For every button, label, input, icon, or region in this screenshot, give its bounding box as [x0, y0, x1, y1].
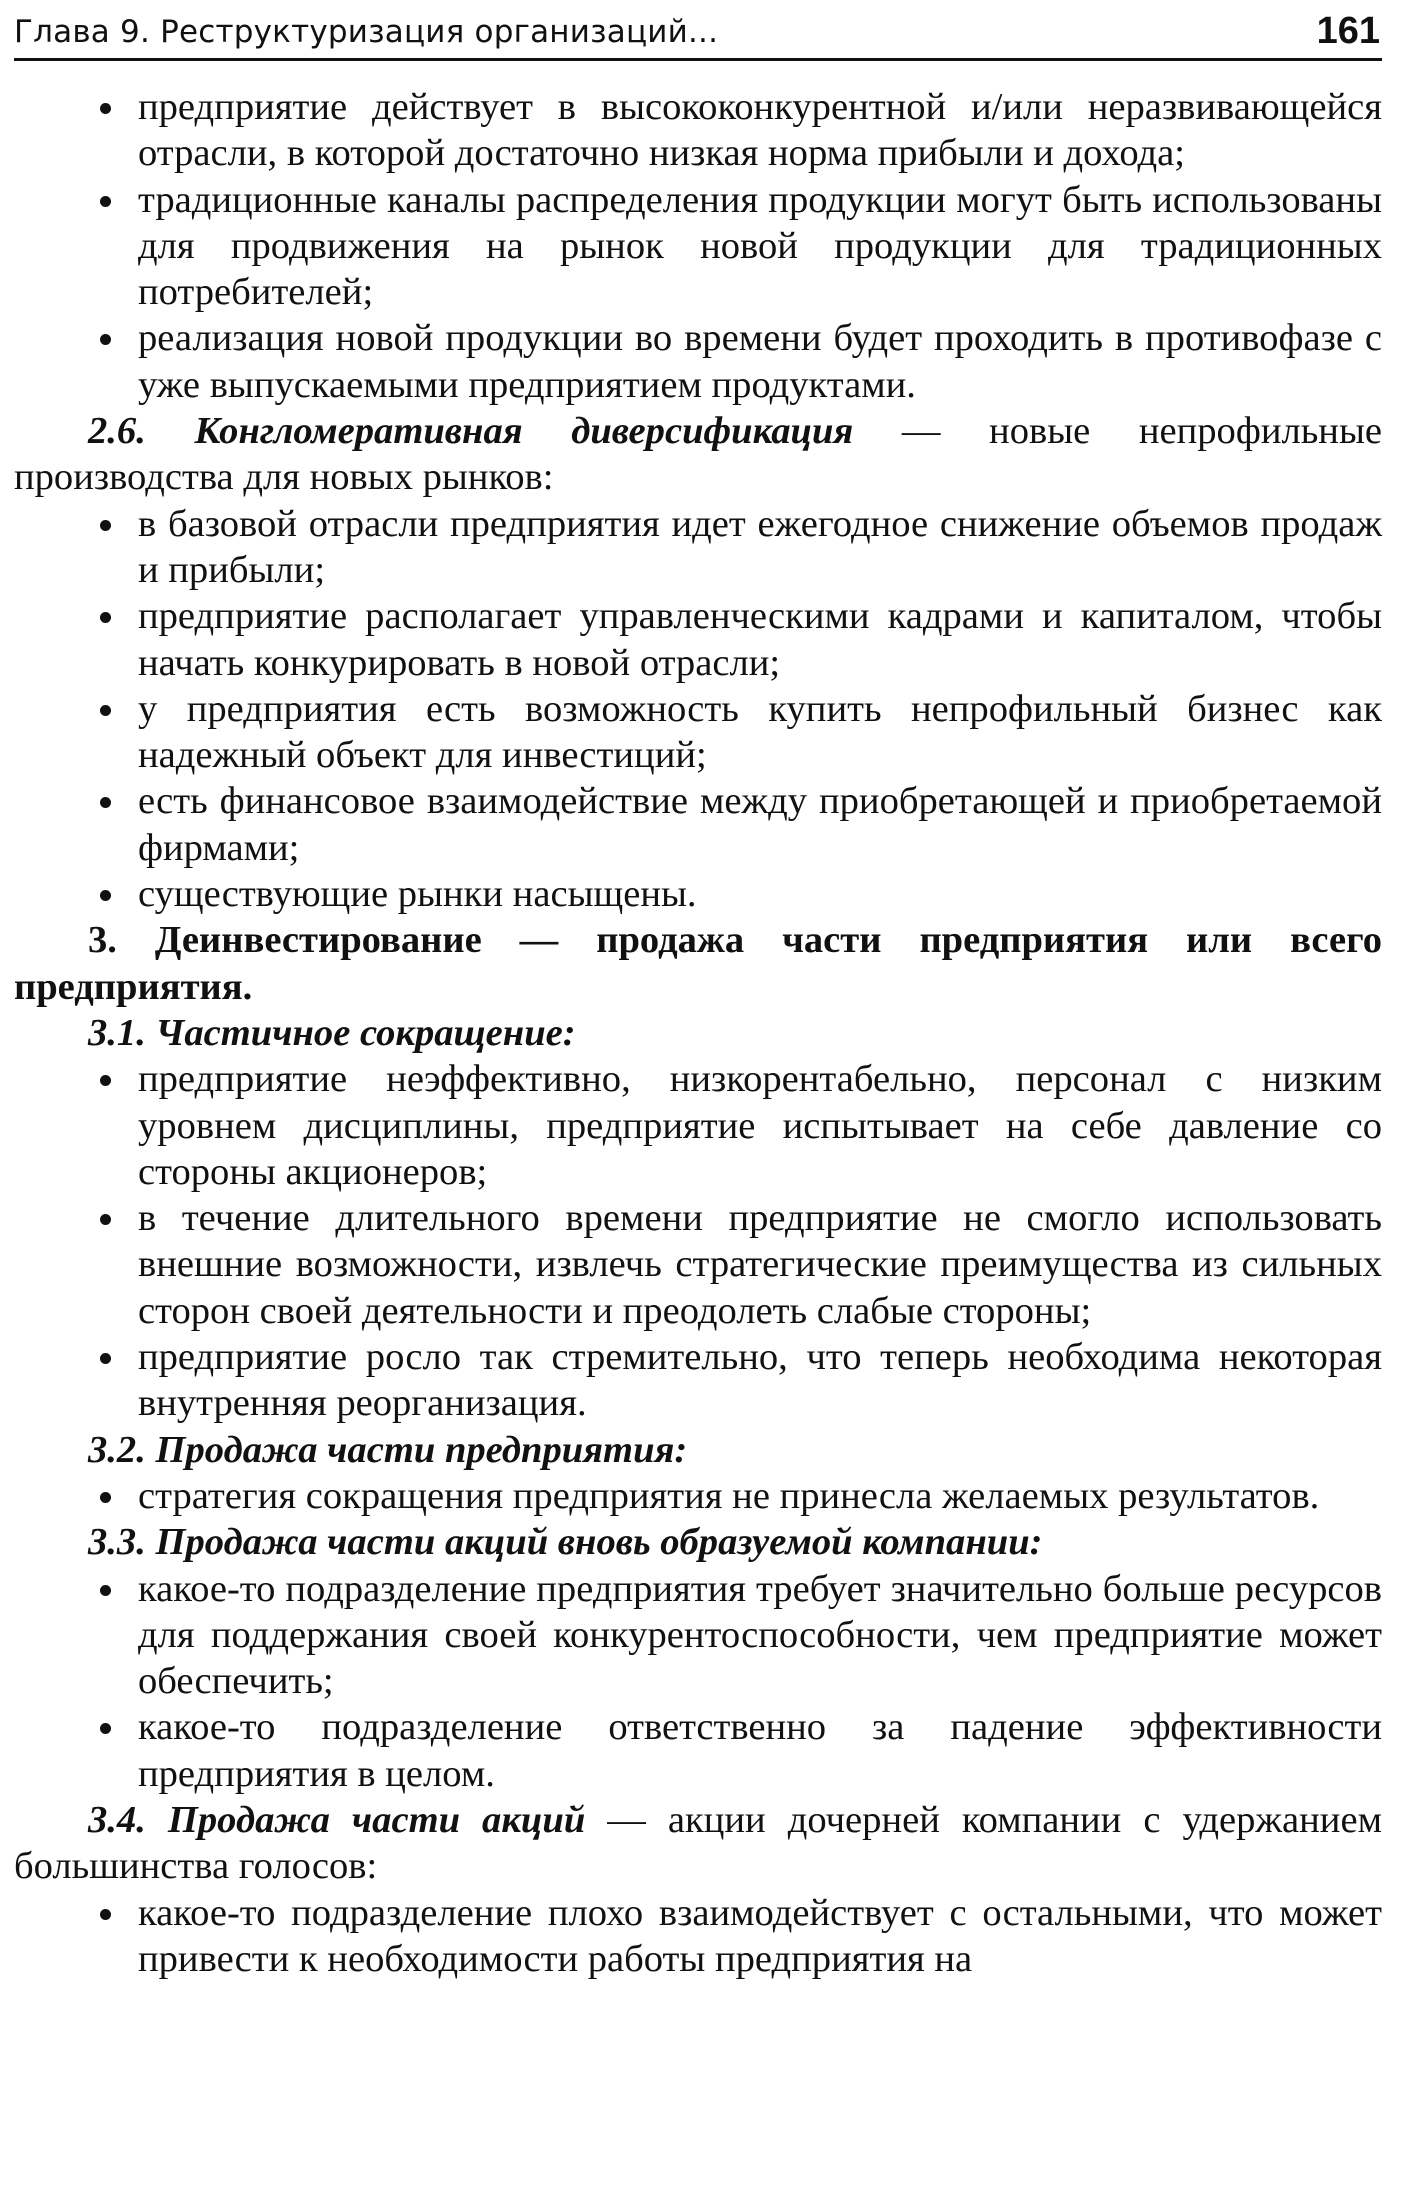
subsection-heading-3-2: 3.2. Продажа части предприятия:	[88, 1428, 688, 1471]
list-item	[14, 593, 1382, 686]
section-label: 3.4. Продажа части акций	[88, 1798, 586, 1841]
list-item	[14, 871, 1382, 917]
bullet-icon	[100, 612, 111, 623]
bullet-icon	[100, 705, 111, 716]
paragraph-2-6	[14, 408, 1382, 501]
bullet-icon	[100, 196, 111, 207]
list-item	[14, 501, 1382, 594]
bullet-list	[14, 1890, 1382, 1983]
bullet-icon	[100, 1909, 111, 1920]
bullet-list	[14, 501, 1382, 918]
list-item-text: есть финансовое взаимодействие между приобретающей и приобретаемой фирмами;	[138, 780, 1382, 869]
list-item	[14, 1890, 1382, 1983]
list-item-text: предприятие располагает управленческими кадрами и капиталом, чтобы начать конкурировать в новой отрасли;	[138, 595, 1382, 684]
bullet-icon	[100, 520, 111, 531]
section-heading-3: 3. Деинвестирование — продажа части предприятия или всего предприятия.	[14, 919, 1382, 1008]
page-body	[14, 84, 1382, 1982]
list-item	[14, 686, 1382, 779]
page-number: 161	[1316, 10, 1380, 52]
list-item	[14, 1195, 1382, 1334]
list-item-text: предприятие действует в высококонкурентной и/или неразвивающейся отрасли, в которой достаточно низкая норма прибыли и дохода;	[138, 86, 1382, 175]
list-item	[14, 778, 1382, 871]
subsection-heading-3-1: 3.1. Частичное сокращение:	[88, 1011, 576, 1054]
list-item	[14, 84, 1382, 177]
paragraph-text: — новые непрофильные производства для новых рынков:	[14, 410, 1382, 499]
list-item	[14, 1704, 1382, 1797]
list-item	[14, 1334, 1382, 1427]
subsection-heading-3-3: 3.3. Продажа части акций вновь образуемой компании:	[88, 1521, 1043, 1564]
list-item	[14, 1473, 1382, 1519]
bullet-icon	[100, 1214, 111, 1225]
section-label: 2.6. Конгломеративная диверсификация	[88, 410, 854, 453]
bullet-icon	[100, 334, 111, 345]
list-item	[14, 177, 1382, 316]
paragraph-text: — акции дочерней компании с удержанием большинства голосов:	[14, 1798, 1382, 1888]
list-item-text: какое-то подразделение ответственно за падение эффективности предприятия в целом.	[138, 1706, 1382, 1795]
paragraph-3-4	[14, 1797, 1382, 1890]
bullet-icon	[100, 1353, 111, 1364]
bullet-icon	[100, 797, 111, 808]
running-header	[14, 8, 1382, 61]
bullet-icon	[100, 1075, 111, 1086]
bullet-list	[14, 1056, 1382, 1426]
list-item-text: предприятие неэффективно, низкорентабельно, персонал с низким уровнем дисциплины, предприятие испытывает на себе давление со стороны акционеров;	[138, 1058, 1382, 1193]
list-item	[14, 1056, 1382, 1195]
bullet-list	[14, 1566, 1382, 1797]
bullet-list	[14, 1473, 1382, 1519]
list-item-text: предприятие росло так стремительно, что теперь необходима некоторая внутренняя реорганизация.	[138, 1336, 1382, 1425]
list-item-text: в течение длительного времени предприятие не смогло использовать внешние возможности, извлечь стратегические преимущества из сильных сторон своей деятельности и преодолеть слабые стороны;	[138, 1197, 1382, 1332]
list-item	[14, 315, 1382, 408]
bullet-icon	[100, 1585, 111, 1596]
bullet-icon	[100, 1492, 111, 1503]
list-item-text: стратегия сокращения предприятия не принесла желаемых результатов.	[138, 1474, 1320, 1517]
list-item-text: какое-то подразделение плохо взаимодействует с остальными, что может привести к необходимости работы предприятия на	[138, 1891, 1382, 1980]
list-item	[14, 1566, 1382, 1705]
list-item-text: у предприятия есть возможность купить непрофильный бизнес как надежный объект для инвестиций;	[138, 687, 1382, 777]
list-item-text: существующие рынки насыщены.	[138, 873, 697, 916]
bullet-icon	[100, 1723, 111, 1734]
list-item-text: какое-то подразделение предприятия требует значительно больше ресурсов для поддержания своей конкурентоспособности, чем предприятие может обеспечить;	[138, 1567, 1382, 1703]
chapter-title: Глава 9. Реструктуризация организаций...	[14, 14, 719, 50]
list-item-text: в базовой отрасли предприятия идет ежегодное снижение объемов продаж и прибыли;	[138, 502, 1382, 591]
list-item-text: реализация новой продукции во времени будет проходить в противофазе с уже выпускаемыми предприятием продуктами.	[138, 317, 1382, 406]
bullet-list	[14, 84, 1382, 408]
list-item-text: традиционные каналы распределения продукции могут быть использованы для продвижения на рынок новой продукции для традиционных потребителей;	[138, 178, 1382, 314]
bullet-icon	[100, 890, 111, 901]
bullet-icon	[100, 103, 111, 114]
